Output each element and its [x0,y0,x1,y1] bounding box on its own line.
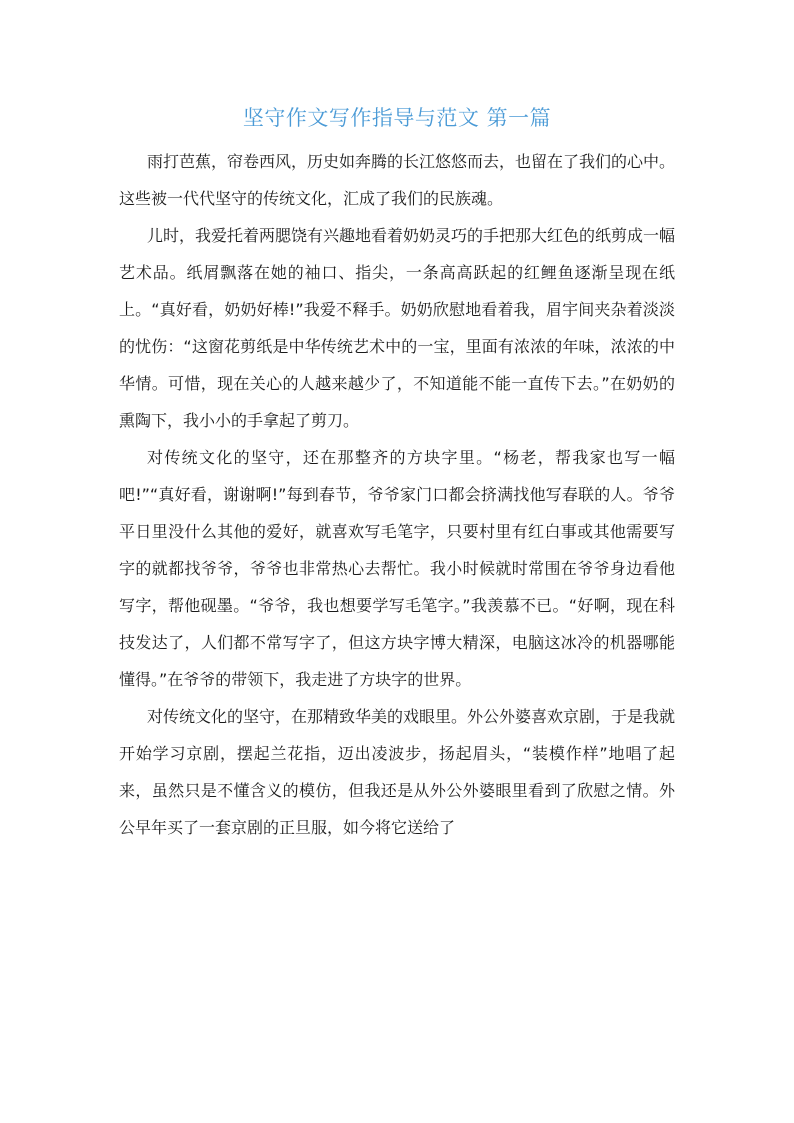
paragraph-2: 儿时，我爱托着两腮饶有兴趣地看着奶奶灵巧的手把那大红色的纸剪成一幅艺术品。纸屑飘落在她的袖口、指尖，一条高高跃起的红鲤鱼逐渐呈现在纸上。“真好看，奶奶好棒!”我爱不释手。奶奶欣慰地看着我，眉宇间夹杂着淡淡的忧伤：“这窗花剪纸是中华传统艺术中的一宝，里面有浓浓的年味，浓浓的中华情。可惜，现在关心的人越来越少了，不知道能不能一直传下去。”在奶奶的熏陶下，我小小的手拿起了剪刀。 [119,226,676,430]
document-body [119,143,675,846]
paragraph-4: 对传统文化的坚守，在那精致华美的戏眼里。外公外婆喜欢京剧，于是我就开始学习京剧，摆起兰花指，迈出凌波步，扬起眉头，“装模作样”地唱了起来，虽然只是不懂含义的模仿，但我还是从外公外婆眼里看到了欣慰之情。外公早年买了一套京剧的正旦服，如今将它送给了 [119,707,676,837]
document-title: 坚守作文写作指导与范文 第一篇 [242,106,552,130]
paragraph-3: 对传统文化的坚守，还在那整齐的方块字里。“杨老，帮我家也写一幅吧!”“真好看，谢谢啊!”每到春节，爷爷家门口都会挤满找他写春联的人。爷爷平日里没什么其他的爱好，就喜欢写毛笔字，只要村里有红白事或其他需要写字的就都找爷爷，爷爷也非常热心去帮忙。我小时候就时常围在爷爷身边看他写字，帮他砚墨。“爷爷，我也想要学写毛笔字。”我羡慕不已。“好啊，现在科技发达了，人们都不常写字了，但这方块字博大精深，电脑这冰冷的机器哪能懂得。”在爷爷的带领下，我走进了方块字的世界。 [119,448,675,689]
paragraph-1: 雨打芭蕉，帘卷西风，历史如奔腾的长江悠悠而去，也留在了我们的心中。这些被一代代坚守的传统文化，汇成了我们的民族魂。 [119,152,676,208]
